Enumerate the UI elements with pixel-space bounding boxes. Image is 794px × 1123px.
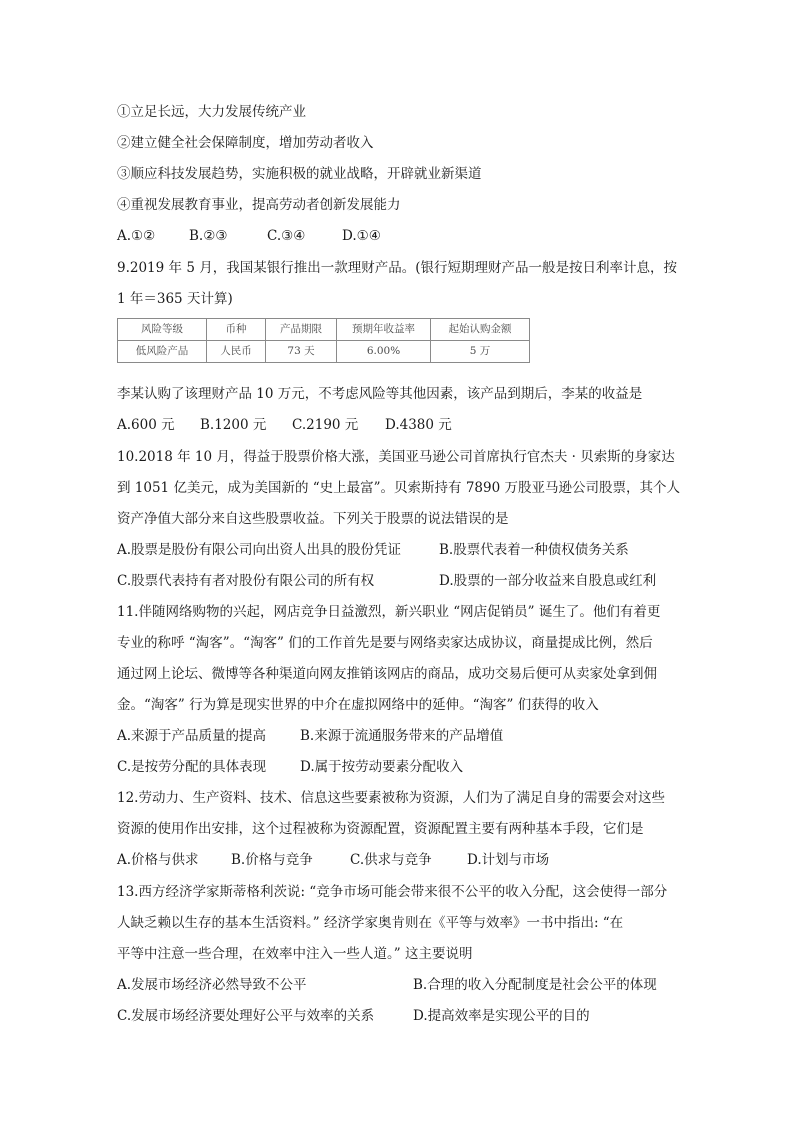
q10-stem-line-1: 10.2018 年 10 月，得益于股票价格大涨，美国亚马逊公司首席执行官杰夫 · 贝索斯的身家达 — [117, 449, 675, 465]
product-table-row — [118, 341, 530, 363]
q10-option-c: C.股票代表持有者对股份有限公司的所有权 — [117, 573, 375, 589]
q8-option-a: A.①② — [117, 228, 156, 244]
q9-question: 李某认购了该理财产品 10 万元，不考虑风险等其他因素，该产品到期后，李某的收益是 — [117, 386, 643, 402]
q13-stem-line-3: 平等中注意一些合理，在效率中注入一些人道。” 这主要说明 — [117, 946, 473, 962]
q8-option-d: D.①④ — [342, 228, 381, 244]
row-cell: 5 万 — [431, 341, 530, 363]
q10-stem-line-3: 资产净值大部分来自这些股票收益。下列关于股票的说法错误的是 — [117, 511, 509, 527]
q12-option-a: A.价格与供求 — [117, 852, 199, 868]
q8-option-c: C.③④ — [267, 228, 306, 244]
q13-option-b: B.合理的收入分配制度是社会公平的体现 — [413, 977, 657, 993]
product-table — [117, 318, 530, 363]
row-cell: 6.00% — [337, 341, 431, 363]
row-cell: 73 天 — [266, 341, 337, 363]
q13-stem-line-2: 人缺乏赖以生存的基本生活资料。” 经济学家奥肯则在《平等与效率》一书中指出: “在 — [117, 915, 624, 931]
header-cell: 起始认购金额 — [431, 319, 530, 341]
q11-option-a: A.来源于产品质量的提高 — [117, 728, 267, 744]
header-cell: 币种 — [207, 319, 266, 341]
q11-option-c: C.是按劳分配的具体表现 — [117, 759, 267, 775]
q12-option-b: B.价格与竞争 — [231, 852, 313, 868]
header-cell: 风险等级 — [118, 319, 207, 341]
q11-option-b: B.来源于流通服务带来的产品增值 — [300, 728, 504, 744]
q8-statement-4: ④重视发展教育事业，提高劳动者创新发展能力 — [117, 197, 401, 213]
q9-stem-line-2: 1 年＝365 天计算) — [117, 291, 233, 307]
q12-option-d: D.计划与市场 — [467, 852, 550, 868]
q10-option-b: B.股票代表着一种债权债务关系 — [439, 542, 629, 558]
header-cell: 预期年收益率 — [337, 319, 431, 341]
q13-option-d: D.提高效率是实现公平的目的 — [413, 1008, 590, 1024]
q11-stem-line-3: 通过网上论坛、微博等各种渠道向网友推销该网店的商品，成功交易后便可从卖家处拿到佣 — [117, 666, 657, 682]
q9-stem-line-1: 9.2019 年 5 月，我国某银行推出一款理财产品。(银行短期理财产品一般是按日利率计息，按 — [117, 260, 677, 276]
q9-option-d: D.4380 元 — [385, 417, 452, 433]
q13-stem-line-1: 13.西方经济学家斯蒂格利茨说: “竞争市场可能会带来很不公平的收入分配，这会使得一部分 — [117, 884, 668, 900]
q11-option-d: D.属于按劳动要素分配收入 — [300, 759, 464, 775]
q12-stem-line-1: 12.劳动力、生产资料、技术、信息这些要素被称为资源，人们为了满足自身的需要会对这些 — [117, 790, 665, 806]
q10-option-d: D.股票的一部分收益来自股息或红利 — [439, 573, 657, 589]
q9-option-a: A.600 元 — [117, 417, 175, 433]
product-table-header — [118, 319, 530, 341]
q12-stem-line-2: 资源的使用作出安排，这个过程被称为资源配置，资源配置主要有两种基本手段，它们是 — [117, 821, 644, 837]
q8-option-b: B.②③ — [189, 228, 228, 244]
row-cell: 低风险产品 — [118, 341, 207, 363]
header-cell: 产品期限 — [266, 319, 337, 341]
q9-option-c: C.2190 元 — [292, 417, 359, 433]
q8-statement-3: ③顺应科技发展趋势，实施积极的就业战略，开辟就业新渠道 — [117, 166, 482, 182]
q11-stem-line-2: 专业的称呼 “淘客”。“淘客” 们的工作首先是要与网络卖家达成协议，商量提成比例，然后 — [117, 635, 653, 651]
q10-stem-line-2: 到 1051 亿美元，成为美国新的 “史上最富”。贝索斯持有 7890 万股亚马逊公司股票，其个人 — [117, 480, 680, 496]
q12-option-c: C.供求与竞争 — [350, 852, 432, 868]
q11-stem-line-1: 11.伴随网络购物的兴起，网店竞争日益激烈，新兴职业 “网店促销员” 诞生了。他们有着更 — [117, 604, 661, 620]
q8-statement-1: ①立足长远，大力发展传统产业 — [117, 104, 306, 120]
q13-option-a: A.发展市场经济必然导致不公平 — [117, 977, 307, 993]
q11-stem-line-4: 金。“淘客” 行为算是现实世界的中介在虚拟网络中的延伸。“淘客” 们获得的收入 — [117, 697, 599, 713]
q9-option-b: B.1200 元 — [200, 417, 267, 433]
q8-statement-2: ②建立健全社会保障制度，增加劳动者收入 — [117, 135, 374, 151]
q13-option-c: C.发展市场经济要处理好公平与效率的关系 — [117, 1008, 375, 1024]
row-cell: 人民币 — [207, 341, 266, 363]
q10-option-a: A.股票是股份有限公司向出资人出具的股份凭证 — [117, 542, 402, 558]
